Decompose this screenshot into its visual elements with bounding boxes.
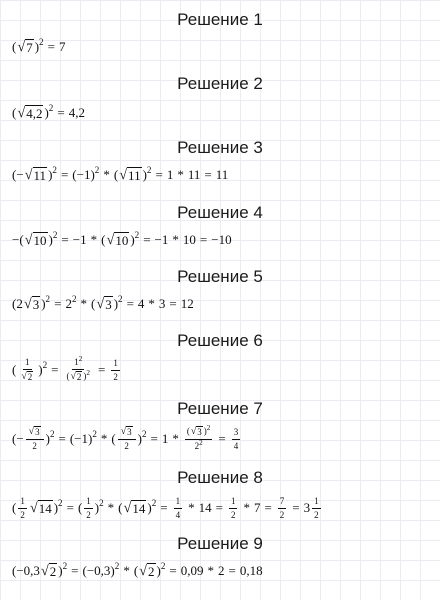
fraction-numerator [72,357,84,369]
radicand: 4,2 [26,105,43,121]
fraction-denominator: 2 [86,509,91,520]
math-token: ( [90,295,96,311]
fraction-denominator: 4 [175,509,181,520]
radicand: 11 [33,167,47,183]
math-token: ( [12,104,17,120]
radicand: 3 [197,427,202,438]
math-token: (−1) [72,166,95,182]
math-token: −1 [154,231,169,247]
exponent: 2 [78,355,83,364]
operator: * [90,231,98,247]
solution-1-title: Решение 1 [177,10,263,29]
fraction [26,426,44,451]
math-token: ) [48,231,53,247]
math-token: ( [77,500,83,515]
operator: * [177,166,184,182]
fraction-denominator: 2 [113,371,118,382]
math-expression: (2 √ 3 ) $^2$ = 2 $^2$ * ( √ 3 ) $^2$ = 4 * 3 = 12 [12,293,194,312]
operator: * [243,500,250,515]
fraction [185,426,213,451]
math-expression: (− √ 3 2 ) $^2$ = (−1) $^2$ * ( √ 3 2 ) $^2$ = 1 * ( √ 3 )$^2$ $2^2$ = $\frac{3}{4}$ [12,424,239,452]
fraction-numerator [118,426,136,440]
fraction-denominator: 2 [279,509,285,520]
math-token: (2 [12,295,23,311]
operator: * [107,500,115,515]
math-expression: ( √ 4,2 ) $^2$ = 4,2 [12,102,85,121]
radical-sign: √ [40,562,49,579]
fraction [111,358,120,382]
operator: = [264,500,272,515]
math-token: 7 [253,500,261,515]
fraction [84,496,93,520]
operator: * [188,500,195,515]
math-token: ( [118,500,123,515]
solution-5-formula [12,288,432,320]
solution-7-title: Решение 7 [177,399,263,418]
radicand: 14 [132,500,146,516]
radicand: 3 [32,296,40,312]
solution-5-title: Решение 5 [177,267,263,286]
solution-9-formula [12,555,432,587]
operator: = [47,38,55,54]
math-token: 3 [303,500,311,515]
radicand: 11 [128,167,141,183]
operator: = [218,431,226,446]
math-token: 0,09 [180,562,204,578]
fraction [65,357,93,382]
radical-sign: √ [24,166,33,183]
solution-3-title: Решение 3 [177,138,263,157]
fraction [278,496,287,520]
operator: = [51,362,59,377]
sqrt [25,232,48,248]
solution-3-formula [12,159,432,191]
operator: = [71,562,79,578]
exponent: 2 [86,368,91,377]
math-expression: (−0,3 √ 2 ) $^2$ = (−0,3) $^2$ * ( √ 2 ) $^2$ = 0,09 * 2 = 0,18 [12,560,263,579]
sqrt [71,371,83,383]
radical-sign: √ [190,426,197,438]
math-token: 4 [137,295,145,311]
radical-sign: √ [21,370,27,382]
radical-sign: √ [123,499,132,516]
operator: = [199,231,208,247]
sqrt [121,426,133,438]
operator: = [160,500,168,515]
radicand: 3 [105,296,112,312]
operator: * [172,431,179,446]
fraction-numerator: 3 [232,427,241,439]
operator: = [204,166,212,182]
operator: = [155,166,163,182]
operator: = [98,362,106,377]
math-token: 7 [58,38,66,54]
fraction-numerator: 1 [312,496,321,508]
exponent: 2 [199,439,203,448]
radicand: 14 [38,500,52,516]
math-token: ) [58,562,63,578]
math-token: ) [94,500,100,515]
radicand: 10 [115,232,129,248]
radicand: 3 [35,427,40,438]
math-token: (−0,3 [12,562,40,578]
math-token: 1 [166,166,174,182]
math-expression: (− √ 11 ) $^2$ = (−1) $^2$ * ( √ 11 ) $^2$ = 1 * 11 = 11 [12,164,229,183]
fraction [229,496,238,520]
solution-2-formula [12,97,432,129]
math-token: ) [142,166,147,182]
fraction-denominator: 2 [314,509,319,520]
sqrt [96,296,112,312]
fraction-denominator: 2 [124,441,129,452]
fraction [174,496,183,520]
math-token: −10 [211,231,232,247]
radical-sign: √ [106,231,115,248]
fraction-denominator [193,440,205,451]
math-token: ) [45,431,50,446]
sqrt [41,563,57,579]
math-token: ( [12,38,17,54]
math-token: 4,2 [68,104,85,120]
sqrt [139,563,155,579]
math-token: ( [113,166,119,182]
math-token: 1 [74,357,79,368]
fraction-numerator: 7 [278,496,287,508]
operator: * [148,295,155,311]
math-token: 12 [180,295,194,311]
operator: = [228,562,236,578]
operator: = [150,431,158,446]
fraction-denominator [65,370,93,383]
radical-sign: √ [28,426,35,438]
math-token: ) [130,231,135,247]
operator: = [60,166,69,182]
fraction-denominator: 2 [32,441,37,452]
math-token: 0,18 [239,562,263,578]
solution-4-formula [12,224,432,256]
radical-sign: √ [17,104,26,121]
operator: = [292,500,300,515]
operator: * [207,562,214,578]
radicand: 7 [26,39,33,55]
radical-sign: √ [120,426,127,438]
radicand: 2 [76,371,82,382]
sqrt [21,371,33,383]
fraction [312,496,321,520]
radical-sign: √ [96,295,105,312]
fraction-numerator: 1 [111,358,120,370]
radicand: 10 [33,232,47,248]
radical-sign: √ [139,562,148,579]
operator: = [169,295,177,311]
fraction-denominator: 4 [233,440,239,451]
math-token: ) [44,104,49,120]
math-token: 2 [218,562,225,578]
radical-sign: √ [70,370,76,382]
radicand: 2 [27,371,33,382]
math-token: (− [12,431,24,446]
math-token: −1 [72,231,87,247]
radicand: 2 [148,563,155,579]
fraction-denominator: 2 [20,509,25,520]
sqrt [17,105,43,121]
fraction-numerator: 1 [229,496,238,508]
operator: = [66,500,74,515]
fraction-numerator: 1 [18,496,27,508]
math-token: ) [38,362,43,377]
fraction [232,427,241,451]
math-token: ( [101,231,106,247]
solution-6-title: Решение 6 [177,331,263,350]
operator: * [123,562,130,578]
fraction [118,426,136,451]
fraction [18,496,27,520]
solution-8-title: Решение 8 [177,468,263,487]
math-expression: −( √ 10 ) $^2$ = −1 * ( √ 10 ) $^2$ = −1 * 10 = −10 [12,229,232,248]
math-token: −( [12,231,24,247]
sqrt [191,426,203,438]
math-token: ) [203,426,207,437]
math-token: ) [83,370,87,381]
radical-sign: √ [29,499,38,516]
radical-sign: √ [24,231,33,248]
operator: * [80,295,87,311]
solution-1-formula [12,31,432,63]
math-token: ( [186,426,190,437]
sqrt [24,296,40,312]
sqrt [30,500,53,516]
math-token: ) [113,295,119,311]
operator: = [61,231,69,247]
operator: = [126,295,134,311]
math-expression: ( √ 7 ) $^2$ = 7 [12,36,66,55]
math-token: ( [133,562,139,578]
solution-9-title: Решение 9 [177,534,263,553]
operator: * [172,231,179,247]
sqrt [124,500,147,516]
sqrt [119,167,141,183]
exponent: 2 [206,424,211,433]
fraction-denominator [18,370,36,383]
radical-sign: √ [17,38,26,55]
math-token: (−0,3) [82,562,115,578]
math-token: ( [12,500,17,515]
sqrt [29,426,41,438]
solution-7-formula [12,423,432,455]
math-expression: ( 1 √ 2 ) $^2$ = $1^2$ ( √ 2 )$^2$ = $\frac{1}{2}$ [12,355,118,382]
operator: = [57,104,65,120]
math-token: ( [66,370,70,381]
operator: = [143,231,151,247]
math-token: 3 [158,295,166,311]
operator: = [58,431,66,446]
sqrt [106,232,129,248]
math-token: ) [147,500,152,515]
math-token: (−1) [69,431,93,446]
radicand: 3 [127,427,132,438]
operator: = [215,500,223,515]
math-token: ) [53,500,59,515]
math-token: ( [111,431,116,446]
fraction-numerator: 1 [84,496,93,508]
radicand: 2 [49,563,57,579]
fraction-denominator: 2 [230,509,236,520]
operator: * [100,431,108,446]
radical-sign: √ [23,295,32,312]
radical-sign: √ [119,166,128,183]
math-token: 2 [65,295,72,311]
operator: = [169,562,177,578]
math-token: ( [12,362,17,377]
math-token: (− [12,166,24,182]
solution-8-formula [12,492,432,524]
math-token: ) [156,562,161,578]
math-token: 14 [198,500,212,515]
fraction [18,357,36,382]
math-token: ) [41,295,46,311]
math-token: 2 [194,441,200,452]
fraction-numerator: 1 [174,496,183,508]
sqrt [17,39,33,55]
fraction-numerator [26,426,44,440]
solution-6-formula [12,354,432,386]
math-token: 11 [187,166,201,182]
math-token: 11 [215,166,229,182]
math-token: ) [137,431,142,446]
math-token: 10 [182,231,196,247]
fraction-numerator: 1 [23,357,32,369]
math-token: 1 [161,431,169,446]
operator: * [103,166,110,182]
sqrt [25,167,47,183]
solution-2-title: Решение 2 [177,74,263,93]
math-token: ) [48,166,53,182]
operator: = [54,295,62,311]
math-token: ) [34,38,40,54]
math-expression: ( $\frac{1}{2}$ √ 14 ) $^2$ = ( $\frac{1}{2}$ ) $^2$ * ( √ 14 ) $^2$ = $\frac{1}{4}$ * 14 = $\frac{1}{2}$ * 7 = $\frac{7}{2}$ = 3 $\frac{1}{2}$ [12,496,319,520]
solution-4-title: Решение 4 [177,203,263,222]
